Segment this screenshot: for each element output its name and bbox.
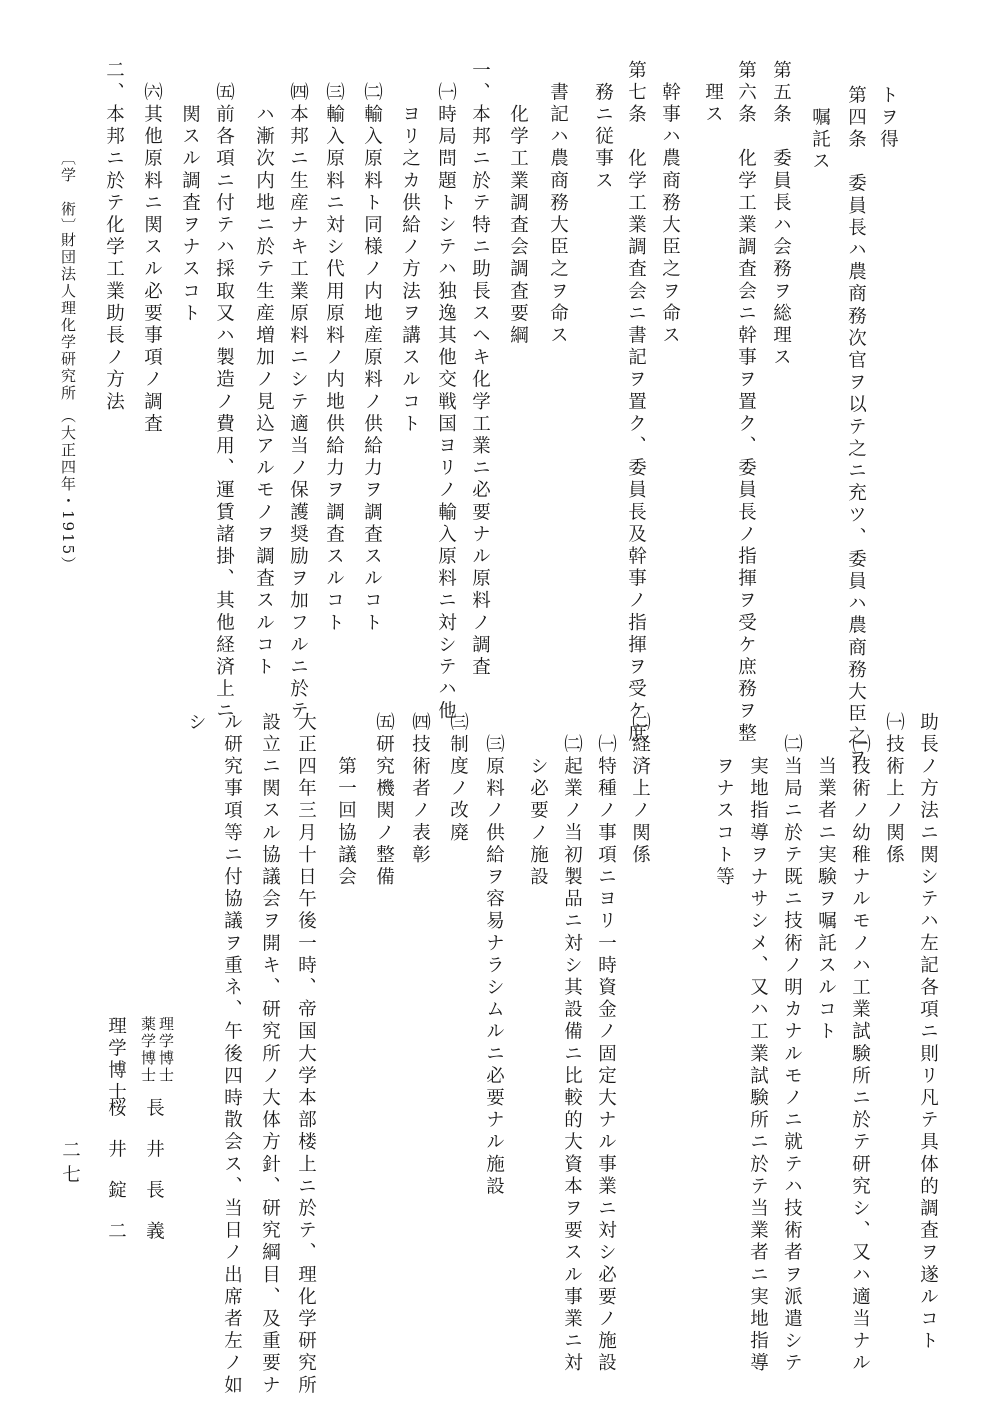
text-column: ㈠特種ノ事項ニヨリ一時資金ノ固定大ナル事業ニ対シ必要ノ施設 [595, 712, 617, 1375]
signatory-title: 薬学博士 [139, 1016, 157, 1084]
text-column: ㈢原料ノ供給ヲ容易ナラシムルニ必要ナル施設 [483, 712, 505, 1199]
text-column: ㈠技術上ノ関係 [883, 712, 905, 867]
text-column: 大正四年三月十日午後一時、帝国大学本部楼上ニ於テ、理化学研究所 [295, 712, 317, 1398]
running-header-section: 〔学 術〕 [59, 150, 77, 235]
text-column: 関スル調査ヲナスコト [179, 60, 201, 326]
text-column: ㈤研究機関ノ整備 [373, 712, 395, 889]
text-column: ㈢輸入原料ニ対シ代用原料ノ内地供給力ヲ調査スルコト [323, 60, 345, 635]
text-column: ㈡経済上ノ関係 [629, 712, 651, 867]
text-column: 幹事ハ農商務大臣之ヲ命ス [659, 60, 681, 348]
text-column: 第四条 委員長ハ農商務次官ヲ以テ之ニ充ツ、委員ハ農商務大臣之ヲ [845, 85, 867, 771]
text-column: 当業者ニ実験ヲ嘱託スルコト [815, 712, 837, 1044]
text-column: ㈡起業ノ当初製品ニ対シ其設備ニ比較的大資本ヲ要スル事業ニ対 [561, 712, 583, 1375]
text-column: ㈠技術ノ幼稚ナルモノハ工業試験所ニ於テ研究シ、又ハ適当ナル [849, 712, 871, 1375]
text-column: 設立ニ関スル協議会ヲ開キ、研究所ノ大体方針、研究綱目、及重要ナ [259, 712, 281, 1398]
text-column: ル研究事項等ニ付協議ヲ重ネ、午後四時散会ス、当日ノ出席者左ノ如 [221, 712, 243, 1398]
text-column: 化学工業調査会調査要綱 [507, 60, 529, 348]
text-column: 書記ハ農商務大臣之ヲ命ス [547, 60, 569, 348]
text-column: ヲナスコト等 [713, 712, 735, 889]
text-column: ㈡輸入原料ト同様ノ内地産原料ノ供給力ヲ調査スルコト [361, 60, 383, 635]
text-column: 務ニ従事ス [592, 60, 614, 193]
text-column: 二、本邦ニ於テ化学工業助長ノ方法 [103, 60, 125, 414]
text-column: ハ漸次内地ニ於テ生産増加ノ見込アルモノヲ調査スルコト [253, 60, 275, 679]
running-header-organization: 財団法人理化学研究所 [59, 232, 77, 402]
text-column: ㈡当局ニ於テ既ニ技術ノ明カナルモノニ就テハ技術者ヲ派遣シテ [781, 712, 803, 1375]
text-column: シ必要ノ施設 [527, 712, 549, 889]
text-column: ㈥其他原料ニ関スル必要事項ノ調査 [141, 60, 163, 436]
text-column: ㈣技術者ノ表彰 [409, 712, 431, 867]
text-column: シ [185, 712, 207, 735]
text-column: 助長ノ方法ニ関シテハ左記各項ニ則リ凡テ具体的調査ヲ遂ルコト [917, 712, 939, 1353]
text-column: 理ス [702, 60, 724, 127]
text-column: トヲ得 [877, 85, 899, 152]
text-column: ㈣本邦ニ生産ナキ工業原料ニシテ適当ノ保護奨励ヲ加フルニ於テ [287, 60, 309, 723]
page-number: 二七 [59, 1140, 81, 1189]
signatory-title: 理学博士 [157, 1016, 175, 1084]
text-column: ㈢制度ノ改廃 [447, 712, 469, 845]
text-column: 実地指導ヲナサシメ、又ハ工業試験所ニ於テ当業者ニ実地指導 [747, 712, 769, 1375]
text-column: 一、本邦ニ於テ特ニ助長スヘキ化学工業ニ必要ナル原料ノ調査 [469, 60, 491, 679]
text-column: ヨリ之カ供給ノ方法ヲ講スルコト [399, 60, 421, 436]
signatory-name: 桜 井 錠 二 [105, 1098, 127, 1242]
text-column: 第七条 化学工業調査会ニ書記ヲ置ク、委員長及幹事ノ指揮ヲ受ケ庶 [625, 60, 647, 746]
signatory-title: 理学博士 [105, 1016, 127, 1105]
text-column: ㈠時局問題トシテハ独逸其他交戦国ヨリノ輸入原料ニ対シテハ他 [435, 60, 457, 723]
text-column: 第一回協議会 [335, 712, 357, 889]
text-column: 嘱託ス [809, 85, 831, 174]
text-column: 第六条 化学工業調査会ニ幹事ヲ置ク、委員長ノ指揮ヲ受ケ庶務ヲ整 [735, 60, 757, 746]
text-column: ㈤前各項ニ付テハ採取又ハ製造ノ費用、運賃諸掛、其他経済上ニ [213, 60, 235, 723]
signatory-name: 長 井 長 義 [143, 1098, 165, 1242]
running-header-year: （大正四年・1915） [59, 408, 77, 574]
text-column: 第五条 委員長ハ会務ヲ総理ス [770, 60, 792, 370]
